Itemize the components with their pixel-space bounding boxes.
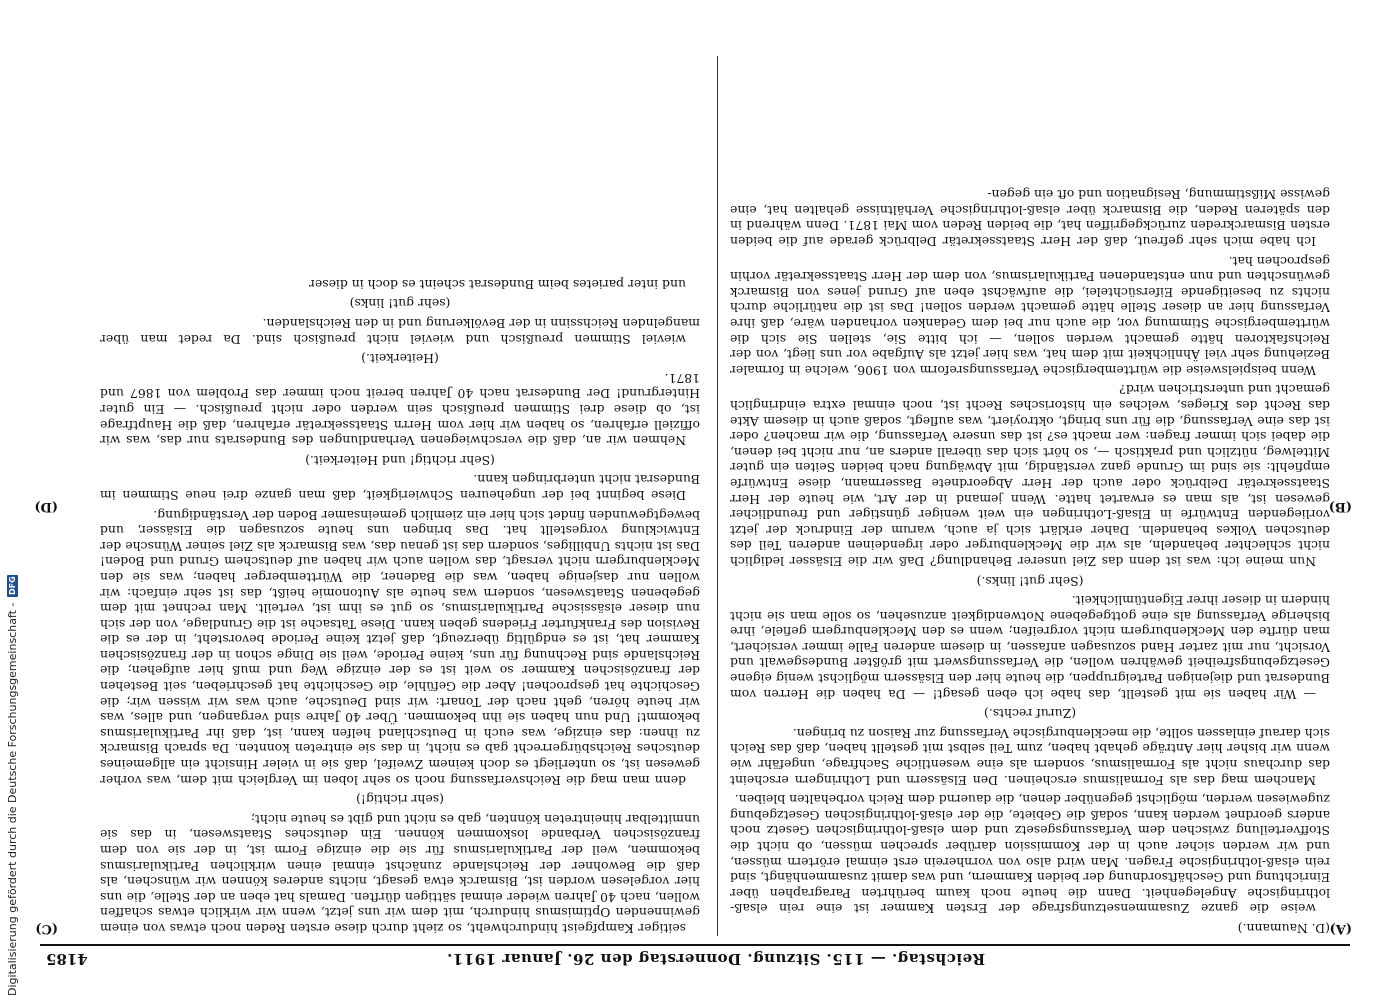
interjection: (Sehr richtig! und Heiterkeit.) (305, 452, 495, 468)
interjection: (sehr richtig!) (356, 792, 444, 808)
right-column (100, 56, 700, 936)
paragraph: seitiger Kampfgeist hindurchweht, so zieht durch diese ersten Reden noch etwas von einem gewinnenden Optimismus hindurch, mit dem wir uns jetzt, wenn wir wirklich etwas schaffen wollen, nach 40 Jahren wieder einmal sättigen dürften. Damals hat eben an der Stelle, die uns hier vorgelesen worden ist, Bismarck etwa gesagt, nichts anderes können wir wünschen, als daß die Bewohner der Reichslande zunächst einmal einen wirklichen Partikularismus bekommen, weil der Partikularismus für sie die einzige Form ist, in der sie von dem französischen Verbande loskommen können. Ein deutsches Staatswesen, in das sie unmittelbar hineintreten könnten, gab es nicht und gibt es heute nicht; (100, 811, 700, 936)
dfg-logo: DFG (8, 576, 17, 595)
spacer (1338, 946, 1350, 950)
page-number: 4185 (46, 950, 88, 968)
paragraph: Diese beginnt bei der ungeheuren Schwierigkeit, daß man ganze drei neue Stimmen im Bundesrat nicht unterbringen kann. (100, 472, 700, 503)
paragraph: Nehmen wir an, daß die verschwiegenen Verhandlungen des Bundesrats nur das, was wir offiziell erfahren, so haben wir hier vom Herrn Staatssekretär erfahren, daß die Hauptfrage ist, ob diese drei Stimmen preußisch sein werden oder nicht preußisch. — Ein guter Hintergrund! Der Bundesrat nach 40 Jahren bereit noch immer das Problem von 1867 und 1871. (100, 370, 700, 449)
margin-letter-b: (B) (1328, 499, 1352, 514)
margin-letter-c: (C) (35, 921, 58, 936)
paragraph: Nun meine ich: was ist denn das Ziel unserer Behandlung? Daß wir die Elsässer lediglich nicht schlechter behandeln, als wir die Mecklenburger oder irgendeinen anderen Teil des deutschen Volkes behandeln. Daher erklärt sich ja auch, warum der Eindruck der jetzt vorliegenden Entwürfe in Elsaß-Lothringen ein weit weniger günstiger und freundlicher gewesen ist, als man es erwartet hatte. Wenn jemand in der Art, wie heute der Herr Staatssekretär Delbrück oder auch der Herr Abgeordnete Bassermann, diese Entwürfe empfiehlt: sie sind im Grunde ganz verständig, mit Abwägung nach beiden Seiten ein guter Mittelweg, nützlich und praktisch —, so hört sich das überall anders an, nur nicht bei denen, die dabei sich immer fragen: wer macht es? ist das unsere Verfassung, die wir machen? oder ist das eine Verfassung, die für uns bringt, oktroyiert, was auflegt, sodaß auch in diesem Akte das Recht des Krieges, welches ein historisches Recht ist, noch einmal extra eindringlich gemacht und unterstrichen wird? (730, 382, 1330, 569)
credit-text: Digitalisierung gefördert durch die Deutsche Forschungsgemeinschaft - (6, 602, 19, 996)
margin-letter-a: (A) (1329, 921, 1352, 936)
paragraph: denn man mag die Reichsverfassung noch so sehr loben im Vergleich mit dem, was vorher gewesen ist, so unterliegt es doch keinem Zweifel, daß sie in vieler Hinsicht ein allgemeines deutsches Reichsbürgerrecht gab es nicht, in das sie eintreten konnten. Da sprach Bismarck zu ihnen: das einzige, was euch in Deutschland helfen kann, ist, daß ihr Partikularismus bekommt! Und nun haben sie ihn bekommen. Über 40 Jahre sind vergangen, und alles, was wir heute hören, geht nach der Tonart: wir sind Deutsche, auch was wir wissen wir; die Geschichte hat gesprochen! Aber die Gefühle, die Geschichte hat geschrieben, seit Bestehen der französischen Kammer so weit ist es der einzige Weg und muß hier aufgehen; die Reichslande sind Rechnung für uns, keine Periode, weil sie Dinge schon in der französischen Kammer hat, ist es endgültig überzeugt, daß jetzt keine Periode bevorsteht, in der es die Revision des Frankfurter Friedens geben kann. Diese Tatsache ist die Grundlage, von der sich nun dieser elsässische Partikularismus, so gut es ihm ist, verteilt. Man rechnet mit dem gegebenen Staatswesen, sondern was heute als Autonomie heißt, das ist sehr einfach: wir wollen nur dasjenige haben, was die Badener, die Württemberger haben; was sie den Mecklenburgern nicht versagt, das wollen auch wir haben auf deutschem Grund und Boden! Das ist nichts Unbilliges, sondern das ist genau das, was Bismarck als Ziel seiner Wünsche der Entwicklung vorgestellt hat. Das bringen uns heute sozusagen die Elsässer, und bewegtgewunden findet sich hier ein ziemlich gemeinsamer Boden der Verständigung. (100, 507, 700, 788)
margin-letter-d: (D) (34, 499, 58, 514)
paragraph: — Wir haben sie mit gestellt, das habe ich eben gesagt! — Da haben die Herren vom Bundesrat und diejenigen Parteigruppen, die heute hier den Elsässern möglichst wenig eigene Gesetzgebungsfreiheit gewähren wollen, die Verfassungswert mit größter Bundesgewalt und Vorsicht, nur mit zarter Hand sozusagen anfassen, in diesem anderen Falle immer versichert, man dürfte den Mecklenburgern nicht vorgreifen; wenn es den Mecklenburgern gefiele, ihre bisherige Verfassung als eine gottgegebene Notwendigkeit anzusehen, so solle man sie nicht hindern in dieser ihrer Eigentümlichkeit. (730, 593, 1330, 702)
interjection: (sehr gut! links) (349, 296, 451, 312)
left-column (730, 56, 1330, 936)
column-divider (717, 56, 718, 936)
interjection: (Zuruf rechts.) (983, 706, 1077, 722)
paragraph: weise die ganze Zusammensetzungsfrage der Ersten Kammer ist eine rein elsaß-lothringische Angelegenheit. Dann die heute noch kaum berührten Paragraphen über Einrichtung und Geschäftsordnung der beiden Kammern, und was damit zusammenhängt, sind rein elsaß-lothringische Fragen. Man wird also von vornherein erst einmal erörtern müssen, und wir werden sicher auch in der Kommission darüber sprechen müssen, ob nicht die Stoffverteilung zwischen dem Verfassungsgesetz und dem elsaß-lothringischen Gesetz noch anders geordnet werden kann, sodaß die Gebiete, die der elsaß-lothringischen Gesetzgebung zugewiesen werden, möglichst gegenüber denen, die dauernd dem Reich vorbehalten bleiben. (730, 792, 1330, 917)
paragraph: und inter parietes beim Bundesrat scheint es doch in dieser (308, 276, 686, 292)
speaker-name: (D. Naumann.) (1237, 921, 1330, 936)
page-header (40, 944, 1350, 980)
paragraph: Manchem mag das als Formalismus erscheinen. Den Elsässern und Lothringern erscheint das durchaus nicht als Formalismus, sondern als eine wesentliche Sachfrage, ungefähr wie wenn wir bisher hier Anträge gehabt haben, zum Teil selbst mit gestellt haben, daß das Reich sich darauf einlassen sollte, die mecklenburgische Verfassung zur Raison zu bringen. (730, 725, 1330, 788)
newspaper-page (34, 40, 1352, 980)
digitization-credit (6, 575, 19, 996)
session-title: Reichstag. — 115. Sitzung. Donnerstag den 26. Januar 1911. (446, 950, 986, 968)
paragraph: Ich habe mich sehr gefreut, daß der Herr Staatssekretär Delbrück gerade auf die beiden ersten Bismarckreden zurückgegriffen hat, die beiden Reden vom Mai 1871. Denn während in den späteren Reden, die Bismarck über elsaß-lothringische Verhältnisse gehalten hat, eine gewisse Mißstimmung, Resignation und oft ein gegen- (730, 187, 1330, 250)
paragraph: wieviel Stimmen preußisch und wieviel nicht preußisch sind. Da redet man über mangelnden Reichssinn in der Bevölkerung und in den Reichslanden. (100, 316, 700, 347)
interjection: (Heiterkeit.) (361, 351, 439, 367)
paragraph: Wenn beispielsweise die württembergische Verfassungsreform von 1906, welche in formaler Beziehung sehr viel Ähnlichkeit mit dem hat, was hier jetzt als Aufgabe vor uns liegt, von der Reichsfaktoren hätte gemacht werden sollen, — ich bitte Sie, stellen Sie sich die württembergische Stimmung vor, die auch nur bei dem Gedanken vorhanden wäre, daß ihre Verfassung hier an dieser Stelle hätte gemacht werden sollen! Das ist die natürliche durch nichts zu beseitigende Eifersüchtelei, die aufwächst eben auf Grund jenes von Bismarck gewünschten und nun entstandenen Partikularismus, von dem der Herr Staatssekretär vorhin gesprochen hat. (730, 253, 1330, 378)
interjection: (Sehr gut! links.) (976, 573, 1084, 589)
